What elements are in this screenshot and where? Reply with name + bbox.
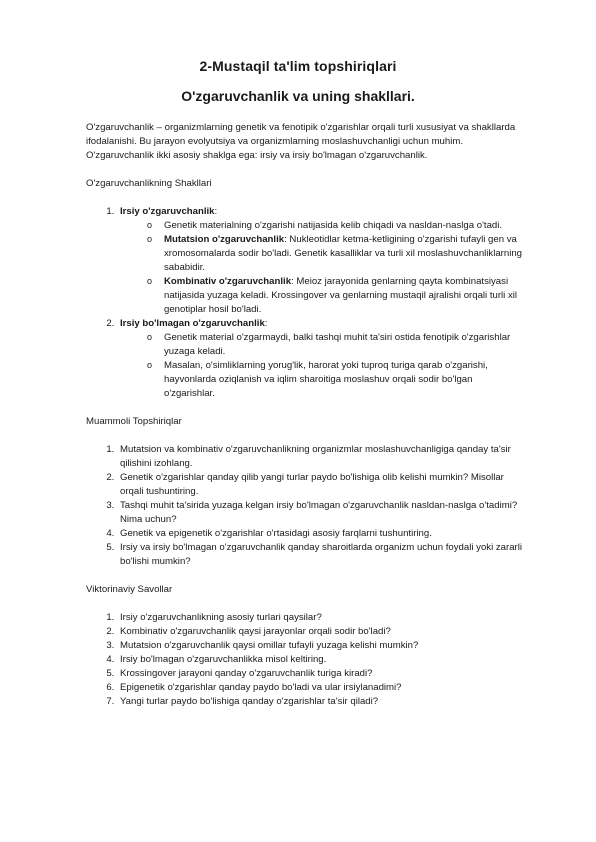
quiz-list — [86, 611, 526, 709]
list-item: 3. Mutatsion o'zgaruvchanlik qaysi omillar tufayli yuzaga kelishi mumkin? — [117, 639, 526, 653]
list-item: 2. Genetik o'zgarishlar qanday qilib yangi turlar paydo bo'lishiga olib kelishi mumkin? Misollar orqali tushuntiring. — [117, 471, 526, 499]
list-item: 7. Yangi turlar paydo bo'lishiga qanday o'zgarishlar ta'sir qiladi? — [117, 695, 526, 709]
sub-item: o Mutatsion o'zgaruvchanlik: Nukleotidlar ketma-ketligining o'zgarishi tufayli gen va xromosomalarda sodir bo'ladi. Genetik kasalliklar va turli xil moslashuvchanliklarning sababidir. — [164, 233, 526, 275]
problems-list — [86, 443, 526, 569]
list-item: 6. Epigenetik o'zgarishlar qanday paydo bo'ladi va ular irsiylanadimi? — [117, 681, 526, 695]
list-item: 1. Mutatsion va kombinativ o'zgaruvchanlikning organizmlar moslashuvchanligiga qanday ta'sir qilishini izohlang. — [117, 443, 526, 471]
list-item: 4. Genetik va epigenetik o'zgarishlar o'rtasidagi asosiy farqlarni tushuntiring. — [117, 527, 526, 541]
sub-item: o Masalan, o'simliklarning yorug'lik, harorat yoki tuproq turiga qarab o'zgarishi, hayvonlarda oziqlanish va iqlim sharoitiga moslashuv orqali sodir bo'lgan o'zgarishlar. — [164, 359, 526, 401]
intro-paragraph: O'zgaruvchanlik – organizmlarning genetik va fenotipik o'zgarishlar orqali turli xususiyat va shakllarda ifodalanishi. Bu jarayon evolyutsiya va organizmlarning moslashuvchanligi uchun muhim. O'zgaruvchanlik ikki asosiy shaklga ega: irsiy va irsiy bo'lmagan o'zgaruvchanlik. — [86, 122, 516, 161]
list-item: 5. Krossingover jarayoni qanday o'zgaruvchanlik turiga kiradi? — [117, 667, 526, 681]
list-item: 2. Kombinativ o'zgaruvchanlik qaysi jarayonlar orqali sodir bo'ladi? — [117, 625, 526, 639]
form-item-irsiy-bolmagan: 2. Irsiy bo'lmagan o'zgaruvchanlik: o Genetik material o'zgarmaydi, balki tashqi muhit ta'siri ostida fenotipik o'zgarishlar yuzaga keladi. o Masalan, o'simliklarning yorug'lik, harorat yoki tuproq turiga qarab o'zgarishi, hayvonlarda oziqlanish va iqlim sharoitiga moslashuv orqali sodir bo'lgan o'zgarishlar. — [117, 317, 526, 401]
form-sublist — [120, 331, 526, 401]
document-title: 2-Mustaqil ta'lim topshiriqlari — [199, 58, 397, 74]
form-item-irsiy: 1. Irsiy o'zgaruvchanlik: o Genetik materialning o'zgarishi natijasida kelib chiqadi va nasldan-naslga o'tadi. o Mutatsion o'zgaruvchanlik: Nukleotidlar ketma-ketligining o'zgarishi tufayli gen va xromosomalarda sodir bo'ladi. Genetik kasalliklar va turli xil moslashuvchanliklarning sababidir. o Kombinativ o'zgaruvchanlik: Meioz jarayonida genlarning qayta kombinatsiyasi natijasida yuzaga keladi. Krossingover va genlarning mustaqil ajralishi orqali turli xil genotiplar hosil bo'ladi. — [117, 205, 526, 317]
sub-item: o Genetik materialning o'zgarishi natijasida kelib chiqadi va nasldan-naslga o'tadi. — [164, 219, 526, 233]
form-title: Irsiy o'zgaruvchanlik — [120, 206, 215, 217]
forms-list — [86, 205, 526, 401]
sub-item: o Genetik material o'zgarmaydi, balki tashqi muhit ta'siri ostida fenotipik o'zgarishlar yuzaga keladi. — [164, 331, 526, 359]
document-subtitle: O'zgaruvchanlik va uning shakllari. — [181, 88, 415, 104]
problems-heading: Muammoli Topshiriqlar — [86, 416, 182, 427]
form-sublist — [120, 219, 526, 317]
list-item: 5. Irsiy va irsiy bo'lmagan o'zgaruvchanlik qanday sharoitlarda organizm uchun foydali yoki zararli bo'lishi mumkin? — [117, 541, 526, 569]
list-item: 4. Irsiy bo'lmagan o'zgaruvchanlikka misol keltiring. — [117, 653, 526, 667]
list-item: 3. Tashqi muhit ta'sirida yuzaga kelgan irsiy bo'lmagan o'zgaruvchanlik nasldan-naslga o'tadimi? Nima uchun? — [117, 499, 526, 527]
sub-item: o Kombinativ o'zgaruvchanlik: Meioz jarayonida genlarning qayta kombinatsiyasi natijasida yuzaga keladi. Krossingover va genlarning mustaqil ajralishi orqali turli xil genotiplar hosil bo'ladi. — [164, 275, 526, 317]
list-item: 1. Irsiy o'zgaruvchanlikning asosiy turlari qaysilar? — [117, 611, 526, 625]
document-body — [86, 121, 526, 723]
quiz-heading: Viktorinaviy Savollar — [86, 584, 173, 595]
form-title: Irsiy bo'lmagan o'zgaruvchanlik — [120, 318, 265, 329]
forms-heading: O'zgaruvchanlikning Shakllari — [86, 178, 212, 189]
